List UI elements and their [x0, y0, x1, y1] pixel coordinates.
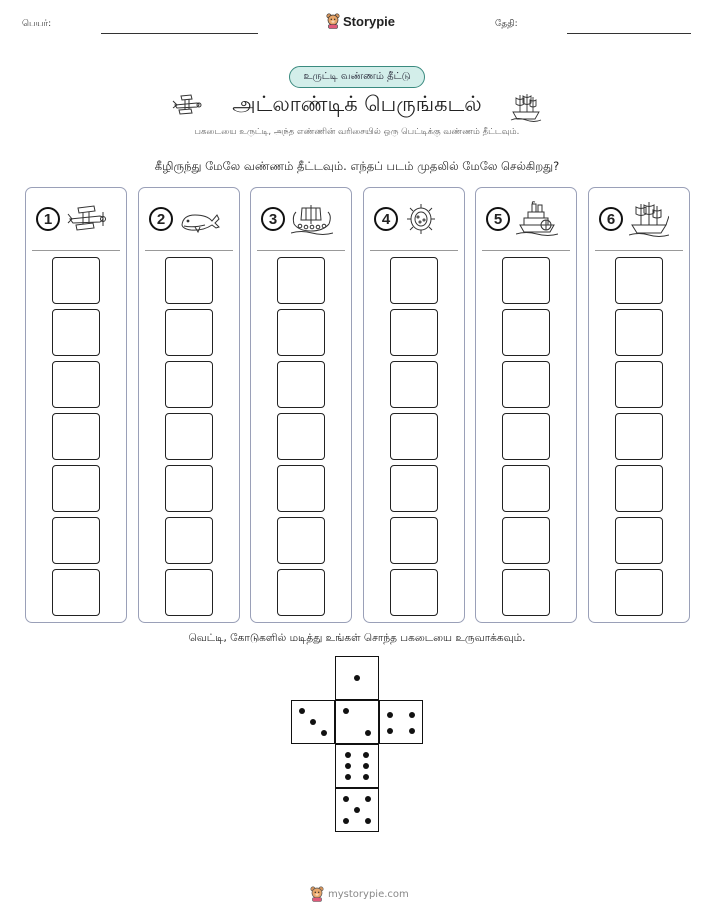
- footer: [310, 886, 409, 902]
- brand-logo: [326, 13, 395, 29]
- bear-logo-icon: [310, 886, 324, 902]
- column-2: [138, 187, 240, 623]
- viking-ship-icon: [291, 202, 333, 236]
- color-box[interactable]: [277, 413, 325, 460]
- die-pip: [354, 807, 360, 813]
- die-pip: [321, 730, 327, 736]
- color-box[interactable]: [52, 309, 100, 356]
- color-box[interactable]: [615, 413, 663, 460]
- steamboat-icon: [516, 201, 558, 237]
- die-pip: [363, 752, 369, 758]
- color-box[interactable]: [52, 361, 100, 408]
- column-divider: [257, 250, 345, 251]
- die-pip: [343, 708, 349, 714]
- column-6: [588, 187, 690, 623]
- column-divider: [595, 250, 683, 251]
- color-box[interactable]: [502, 569, 550, 616]
- color-box[interactable]: [390, 257, 438, 304]
- page-title: அட்லாண்டிக் பெருங்கடல்: [232, 92, 482, 116]
- color-box[interactable]: [390, 361, 438, 408]
- die-pip: [343, 796, 349, 802]
- color-box[interactable]: [165, 569, 213, 616]
- color-box[interactable]: [615, 465, 663, 512]
- color-box[interactable]: [165, 257, 213, 304]
- color-box[interactable]: [165, 413, 213, 460]
- color-box[interactable]: [502, 309, 550, 356]
- color-box[interactable]: [615, 517, 663, 564]
- color-box[interactable]: [615, 569, 663, 616]
- activity-badge: உருட்டி வண்ணம் தீட்டு: [289, 66, 425, 88]
- plankton-icon: [404, 202, 438, 236]
- die-face-2: [335, 700, 379, 744]
- color-box[interactable]: [390, 413, 438, 460]
- color-box[interactable]: [390, 517, 438, 564]
- column-3: [250, 187, 352, 623]
- die-face-4: [379, 700, 423, 744]
- color-box[interactable]: [52, 569, 100, 616]
- color-box[interactable]: [390, 465, 438, 512]
- color-box[interactable]: [277, 309, 325, 356]
- die-pip: [354, 675, 360, 681]
- color-box[interactable]: [52, 257, 100, 304]
- color-box[interactable]: [390, 569, 438, 616]
- die-pip: [365, 818, 371, 824]
- column-5: [475, 187, 577, 623]
- color-box[interactable]: [502, 517, 550, 564]
- column-divider: [145, 250, 233, 251]
- die-pip: [387, 728, 393, 734]
- color-box[interactable]: [277, 257, 325, 304]
- color-box[interactable]: [502, 465, 550, 512]
- column-4: [363, 187, 465, 623]
- brand-name: Storypie: [343, 13, 396, 29]
- cut-fold-instruction: வெட்டி, கோடுகளில் மடித்து உங்கள் சொந்த பகடையை உருவாக்கவும்.: [188, 632, 526, 644]
- color-box[interactable]: [390, 309, 438, 356]
- die-pip: [310, 719, 316, 725]
- biplane-icon: [66, 203, 108, 235]
- bear-logo-icon: [326, 13, 340, 29]
- die-face-3: [291, 700, 335, 744]
- die-pip: [409, 728, 415, 734]
- color-box[interactable]: [502, 361, 550, 408]
- color-box[interactable]: [52, 465, 100, 512]
- name-field-line[interactable]: [101, 33, 258, 34]
- instruction-text: கீழிருந்து மேலே வண்ணம் தீட்டவும். எந்தப் படம் முதலில் மேலே செல்கிறது?: [154, 159, 560, 173]
- name-label: பெயர்:: [22, 19, 52, 29]
- die-pip: [387, 712, 393, 718]
- color-box[interactable]: [165, 309, 213, 356]
- column-number: 3: [261, 207, 285, 231]
- die-pip: [345, 774, 351, 780]
- die-pip: [345, 763, 351, 769]
- whale-icon: [179, 203, 221, 235]
- color-box[interactable]: [277, 465, 325, 512]
- color-box[interactable]: [277, 569, 325, 616]
- column-divider: [370, 250, 458, 251]
- galleon-icon: [510, 92, 542, 122]
- column-number: 6: [599, 207, 623, 231]
- column-divider: [32, 250, 120, 251]
- galleon-icon: [629, 201, 669, 237]
- column-number: 5: [486, 207, 510, 231]
- die-pip: [365, 730, 371, 736]
- die-face-6: [335, 744, 379, 788]
- die-pip: [345, 752, 351, 758]
- die-pip: [343, 818, 349, 824]
- color-box[interactable]: [52, 517, 100, 564]
- color-box[interactable]: [52, 413, 100, 460]
- color-box[interactable]: [615, 361, 663, 408]
- color-box[interactable]: [165, 517, 213, 564]
- die-pip: [409, 712, 415, 718]
- color-box[interactable]: [165, 465, 213, 512]
- die-pip: [365, 796, 371, 802]
- column-divider: [482, 250, 570, 251]
- color-box[interactable]: [615, 309, 663, 356]
- column-number: 4: [374, 207, 398, 231]
- color-box[interactable]: [615, 257, 663, 304]
- subtitle: பகடையை உருட்டி, அந்த எண்ணின் வரிசையில் ஒரு பெட்டிக்கு வண்ணம் தீட்டவும்.: [194, 127, 520, 137]
- column-1: [25, 187, 127, 623]
- die-face-1: [335, 656, 379, 700]
- die-pip: [363, 774, 369, 780]
- die-pip: [299, 708, 305, 714]
- die-pip: [363, 763, 369, 769]
- color-box[interactable]: [277, 361, 325, 408]
- die-face-5: [335, 788, 379, 832]
- color-box[interactable]: [165, 361, 213, 408]
- date-label: தேதி:: [495, 19, 518, 29]
- color-box[interactable]: [502, 257, 550, 304]
- color-box[interactable]: [277, 517, 325, 564]
- date-field-line[interactable]: [567, 33, 691, 34]
- column-number: 1: [36, 207, 60, 231]
- color-box[interactable]: [502, 413, 550, 460]
- column-number: 2: [149, 207, 173, 231]
- footer-url[interactable]: mystorypie.com: [328, 888, 409, 900]
